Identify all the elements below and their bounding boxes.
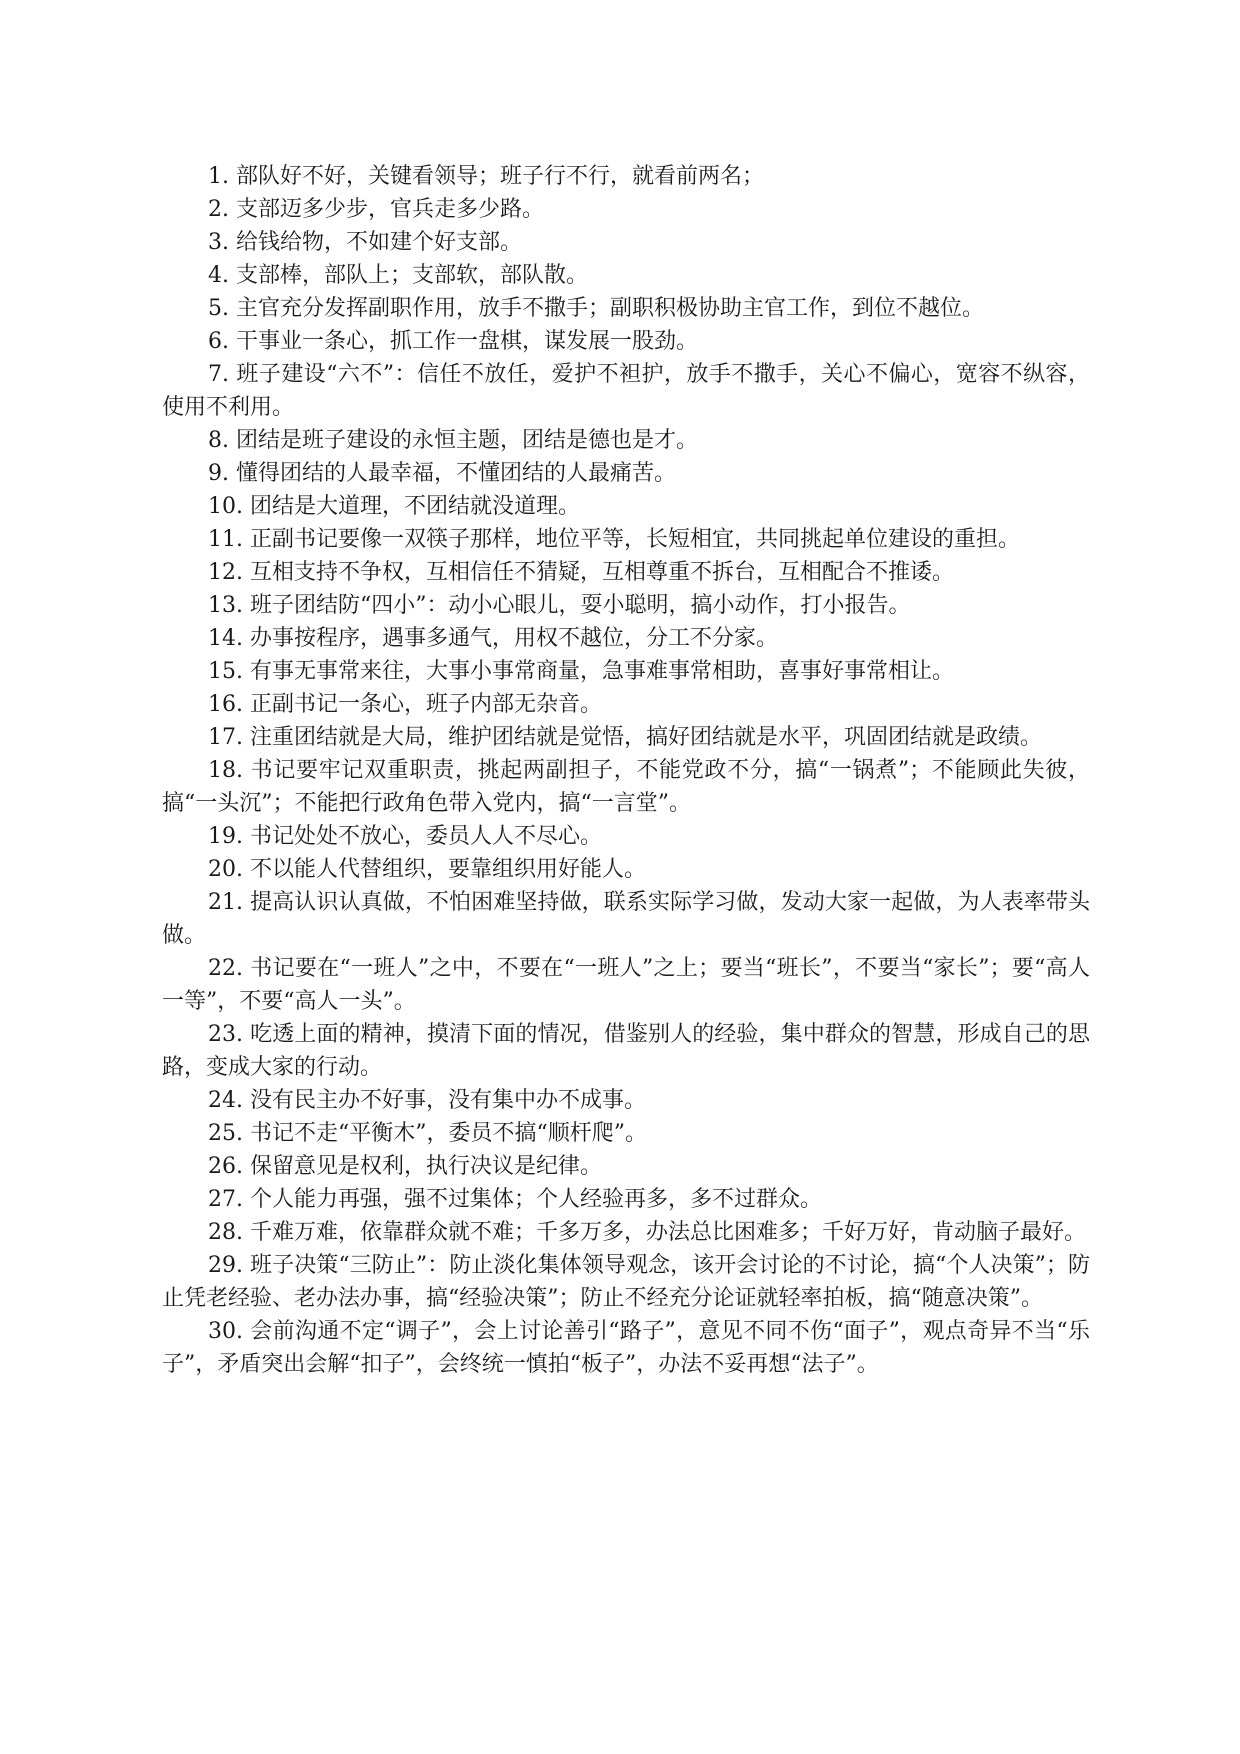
list-item: 12. 互相支持不争权，互相信任不猜疑，互相尊重不拆台，互相配合不推诿。: [208, 560, 954, 585]
list-item: 26. 保留意见是权利，执行决议是纪律。: [208, 1154, 602, 1179]
list-item: 4. 支部棒，部队上；支部软，部队散。: [208, 263, 588, 288]
list-item: 27. 个人能力再强，强不过集体；个人经验再多，多不过群众。: [208, 1187, 822, 1212]
list-item: 7. 班子建设“六不”：信任不放任，爱护不袒护，放手不撒手，关心不偏心，宽容不纵容，使用不利用。: [162, 362, 1090, 420]
list-item: 29. 班子决策“三防止”：防止淡化集体领导观念，该开会讨论的不讨论，搞“个人决策”；防止凭老经验、老办法办事，搞“经验决策”；防止不经充分论证就轻率拍板，搞“随意决策”。: [162, 1253, 1090, 1311]
list-item: 2. 支部迈多少步，官兵走多少路。: [208, 197, 544, 222]
list-item: 15. 有事无事常来往，大事小事常商量，急事难事常相助，喜事好事常相让。: [208, 659, 954, 684]
list-item: 1. 部队好不好，关键看领导；班子行不行，就看前两名；: [208, 164, 764, 189]
list-item: 10. 团结是大道理，不团结就没道理。: [208, 494, 580, 519]
list-item: 21. 提高认识认真做，不怕困难坚持做，联系实际学习做，发动大家一起做，为人表率带头做。: [162, 890, 1090, 948]
list-item: 14. 办事按程序，遇事多通气，用权不越位，分工不分家。: [208, 626, 778, 651]
list-item: 9. 懂得团结的人最幸福，不懂团结的人最痛苦。: [208, 461, 676, 486]
list-item: 19. 书记处处不放心，委员人人不尽心。: [208, 824, 602, 849]
list-item: 16. 正副书记一条心，班子内部无杂音。: [208, 692, 602, 717]
list-item: 6. 干事业一条心，抓工作一盘棋，谋发展一股劲。: [208, 329, 698, 354]
list-item: 3. 给钱给物，不如建个好支部。: [208, 230, 522, 255]
document-body: [162, 160, 1090, 1381]
list-item: 22. 书记要在“一班人”之中，不要在“一班人”之上；要当“班长”，不要当“家长”；要“高人一等”，不要“高人一头”。: [162, 956, 1090, 1014]
list-item: 5. 主官充分发挥副职作用，放手不撒手；副职积极协助主官工作，到位不越位。: [208, 296, 984, 321]
list-item: 25. 书记不走“平衡木”，委员不搞“顺杆爬”。: [208, 1121, 647, 1146]
list-item: 24. 没有民主办不好事，没有集中办不成事。: [208, 1088, 646, 1113]
list-item: 23. 吃透上面的精神，摸清下面的情况，借鉴别人的经验，集中群众的智慧，形成自己的思路，变成大家的行动。: [162, 1022, 1090, 1080]
list-item: 11. 正副书记要像一双筷子那样，地位平等，长短相宜，共同挑起单位建设的重担。: [208, 527, 1020, 552]
list-item: 20. 不以能人代替组织，要靠组织用好能人。: [208, 857, 646, 882]
list-item: 13. 班子团结防“四小”：动小心眼儿，耍小聪明，搞小动作，打小报告。: [208, 593, 911, 618]
list-item: 18. 书记要牢记双重职责，挑起两副担子，不能党政不分，搞“一锅煮”；不能顾此失彼，搞“一头沉”；不能把行政角色带入党内，搞“一言堂”。: [162, 758, 1090, 816]
list-item: 30. 会前沟通不定“调子”，会上讨论善引“路子”，意见不同不伤“面子”，观点奇异不当“乐子”，矛盾突出会解“扣子”，会终统一慎拍“板子”，办法不妥再想“法子”。: [162, 1319, 1090, 1377]
list-item: 28. 千难万难，依靠群众就不难；千多万多，办法总比困难多；千好万好，肯动脑子最好。: [208, 1220, 1086, 1245]
list-item: 8. 团结是班子建设的永恒主题，团结是德也是才。: [208, 428, 698, 453]
list-item: 17. 注重团结就是大局，维护团结就是觉悟，搞好团结就是水平，巩固团结就是政绩。: [208, 725, 1042, 750]
